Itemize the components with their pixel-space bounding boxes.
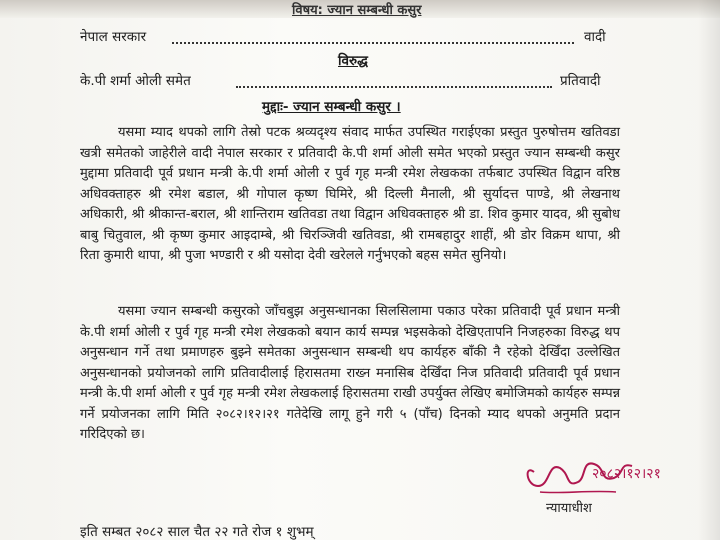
judge-label: न्यायाधीश xyxy=(546,501,592,516)
plaintiff-name: नेपाल सरकार xyxy=(80,29,147,45)
defendant-name: के.पी शर्मा ओली समेत xyxy=(80,73,191,89)
page-edge-shadow xyxy=(698,0,720,540)
order-paragraph-1: यसमा म्याद थपको लागि तेस्रो पटक श्रव्यदृश्य संवाद मार्फत उपस्थित गराईएका प्रस्तुत पुरुषोत्तम खतिवडा खत्री समेतको जाहेरीले वादी नेपाल सरकार र प्रतिवादी के.पी शर्मा ओली समेत भएको प्रस्तुत ज्यान सम्बन्धी कसुर मुद्दामा प्रतिवादी पूर्व प्रधान मन्त्री के.पी शर्मा ओली र पुर्व गृह मन्त्री रमेश लेखकका तर्फबाट उपस्थित विद्वान वरिष्ठ अधिवक्ताहरु श्री रमेश बडाल, श्री गोपाल कृष्ण घिमिरे, श्री दिल्ली मैनाली, श्री सुर्यादत्त पाण्डे, श्री लेखनाथ अधिकारी, श्री श्रीकान्त-बराल, श्री शान्तिराम खतिवडा तथा विद्वान अधिवक्ताहरु श्री डा. शिव कुमार यादव, श्री सुबोध बाबु चितुवाल, श्री कृष्ण कुमार आइदाम्बे, श्री चिरञ्जिवी खतिवडा, श्री रामबहादुर शाहीं, श्री डोर विक्रम थापा, श्री रिता कुमारी थापा, श्री पुजा भण्डारी र श्री यसोदा देवी खरेलले गर्नुभएको बहस समेत सुनियो। xyxy=(80,125,620,263)
footer-date-line: इति सम्बत २०८२ साल चैत २२ गते रोज १ शुभम् xyxy=(80,524,314,540)
signature-date: २०८२।१२।२१ xyxy=(592,466,661,482)
order-paragraph-2: यसमा ज्यान सम्बन्धी कसुरको जाँचबुझ अनुसन्धानका सिलसिलामा पकाउ परेका प्रतिवादी पूर्व प्रधान मन्त्री के.पी शर्मा ओली र पुर्व गृह मन्त्री रमेश लेखकको बयान कार्य सम्पन्न भइसकेको देखिएतापनि निजहरुका विरुद्ध थप अनुसन्धान गर्ने तथा प्रमाणहरु बुझ्ने समेतका अनुसन्धान सम्बन्धी थप कार्यहरु बाँकी नै रहेको देखिँदा उल्लेखित अनुसन्धानको प्रयोजनको लागि प्रतिवादीलाई हिरासतमा राख्न मनासिब देखिँदा निज प्रतिवादी प्रतिवादी पूर्व प्रधान मन्त्री के.पी शर्मा ओली र पुर्व गृह मन्त्री रमेश लेखकलाई हिरासतमा राखी उपर्युक्त लेखिए बमोजिमको कार्यहरु सम्पन्न गर्ने प्रयोजनका लागि मिति २०८२।१२।२१ गतेदेखि लागू हुने गरी ५ (पाँच) दिनको म्याद थपको अनुमति प्रदान गरिदिएको छ। xyxy=(80,304,620,442)
plaintiff-role: वादी xyxy=(584,29,606,45)
case-subject: मुद्दाः- ज्यान सम्बन्धी कसुर । xyxy=(262,99,401,115)
versus-label: विरुद्ध xyxy=(338,53,368,69)
judge-signature xyxy=(520,442,680,502)
defendant-role: प्रतिवादी xyxy=(560,73,601,89)
plaintiff-dotted-line xyxy=(172,42,574,44)
defendant-dotted-line xyxy=(236,86,552,88)
cut-off-heading: विषय: ज्यान सम्बन्धी कसुर xyxy=(292,3,422,18)
